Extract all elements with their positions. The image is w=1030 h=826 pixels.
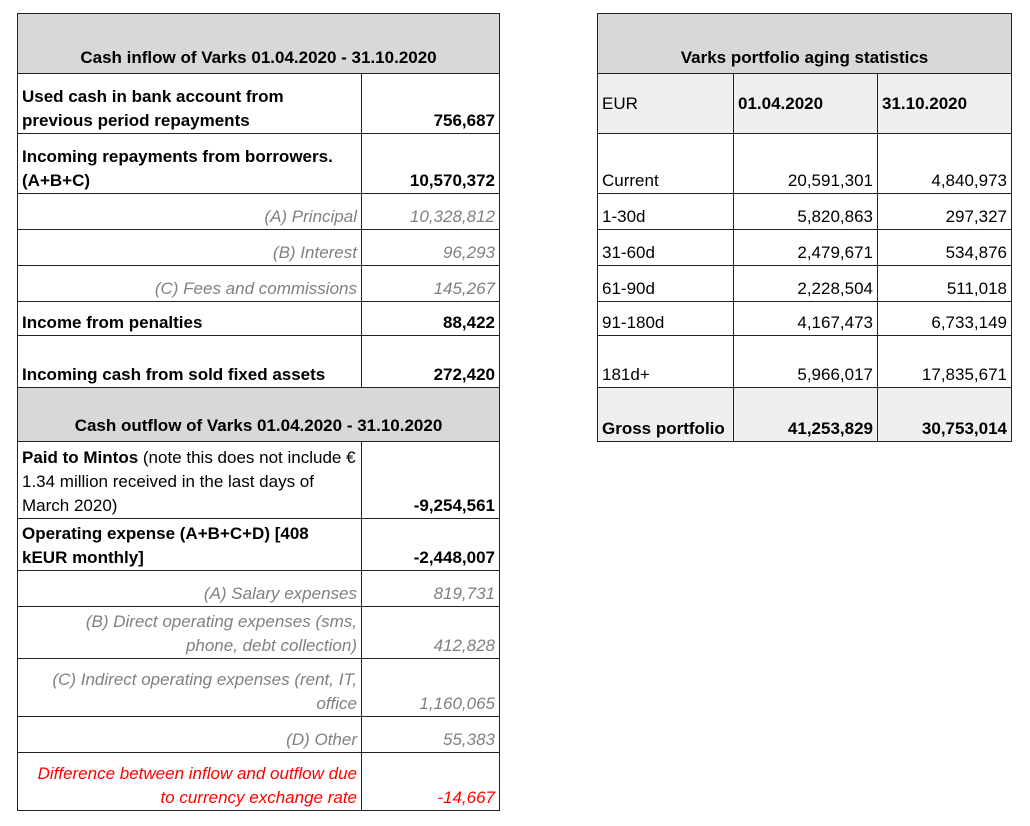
- row-label: (A) Principal: [18, 194, 362, 230]
- row-value: 272,420: [362, 336, 500, 388]
- paid-to-mintos-label: Paid to Mintos: [22, 448, 139, 467]
- table-row: [18, 336, 500, 388]
- table-row: [18, 302, 500, 336]
- difference-label: Difference between inflow and outflow due to currency exchange rate: [18, 753, 362, 811]
- bucket-label: 61-90d: [598, 266, 734, 302]
- row-label: Incoming repayments from borrowers. (A+B+C): [18, 134, 362, 194]
- row-value: -2,448,007: [362, 519, 500, 571]
- inflow-title: Cash inflow of Varks 01.04.2020 - 31.10.2020: [18, 14, 500, 74]
- value-date2: 511,018: [878, 266, 1012, 302]
- value-date1: 5,966,017: [734, 336, 878, 388]
- cash-flow-table: [17, 13, 500, 811]
- table-row: [18, 659, 500, 717]
- table-row: [18, 519, 500, 571]
- col-date2: 31.10.2020: [878, 74, 1012, 134]
- aging-table: [597, 13, 1012, 442]
- table-row: [18, 74, 500, 134]
- table-row: [18, 266, 500, 302]
- table-row: [598, 134, 1012, 194]
- value-date1: 2,479,671: [734, 230, 878, 266]
- outflow-title: Cash outflow of Varks 01.04.2020 - 31.10.2020: [18, 388, 500, 442]
- table-row: [18, 134, 500, 194]
- bucket-label: 181d+: [598, 336, 734, 388]
- value-date2: 17,835,671: [878, 336, 1012, 388]
- row-value: 756,687: [362, 74, 500, 134]
- total-date2: 30,753,014: [878, 388, 1012, 442]
- row-value: 10,570,372: [362, 134, 500, 194]
- table-row: [598, 302, 1012, 336]
- row-value: 412,828: [362, 607, 500, 659]
- total-row: [598, 388, 1012, 442]
- difference-value: -14,667: [362, 753, 500, 811]
- row-value: 10,328,812: [362, 194, 500, 230]
- table-row: [18, 607, 500, 659]
- col-currency: EUR: [598, 74, 734, 134]
- value-date1: 5,820,863: [734, 194, 878, 230]
- row-label: (A) Salary expenses: [18, 571, 362, 607]
- row-value: 55,383: [362, 717, 500, 753]
- table-row: [18, 194, 500, 230]
- row-label: Used cash in bank account from previous period repayments: [18, 74, 362, 134]
- value-date1: 20,591,301: [734, 134, 878, 194]
- row-value: 819,731: [362, 571, 500, 607]
- row-value: 96,293: [362, 230, 500, 266]
- value-date2: 4,840,973: [878, 134, 1012, 194]
- row-label: (B) Interest: [18, 230, 362, 266]
- row-label: (D) Other: [18, 717, 362, 753]
- bucket-label: 1-30d: [598, 194, 734, 230]
- table-row: [18, 753, 500, 811]
- table-row: [598, 230, 1012, 266]
- total-label: Gross portfolio: [598, 388, 734, 442]
- row-label: (C) Indirect operating expenses (rent, IT, office: [18, 659, 362, 717]
- aging-header-row: [598, 74, 1012, 134]
- total-date1: 41,253,829: [734, 388, 878, 442]
- table-row: [598, 336, 1012, 388]
- table-row: [18, 571, 500, 607]
- value-date1: 2,228,504: [734, 266, 878, 302]
- table-row: [18, 717, 500, 753]
- row-value: -9,254,561: [362, 442, 500, 519]
- value-date2: 297,327: [878, 194, 1012, 230]
- table-row: [18, 442, 500, 519]
- row-value: 88,422: [362, 302, 500, 336]
- row-value: 1,160,065: [362, 659, 500, 717]
- bucket-label: 31-60d: [598, 230, 734, 266]
- paid-to-mintos-note: (note this does not include € 1.34 million received in the last days of March 2020): [22, 448, 356, 515]
- table-row: [18, 230, 500, 266]
- value-date1: 4,167,473: [734, 302, 878, 336]
- row-value: 145,267: [362, 266, 500, 302]
- table-row: [598, 266, 1012, 302]
- row-label: (C) Fees and commissions: [18, 266, 362, 302]
- col-date1: 01.04.2020: [734, 74, 878, 134]
- value-date2: 534,876: [878, 230, 1012, 266]
- table-row: [598, 194, 1012, 230]
- value-date2: 6,733,149: [878, 302, 1012, 336]
- row-label: Incoming cash from sold fixed assets: [18, 336, 362, 388]
- row-label: Operating expense (A+B+C+D) [408 kEUR monthly]: [18, 519, 362, 571]
- bucket-label: 91-180d: [598, 302, 734, 336]
- row-label: Income from penalties: [18, 302, 362, 336]
- bucket-label: Current: [598, 134, 734, 194]
- row-label: [18, 442, 362, 519]
- aging-title: Varks portfolio aging statistics: [598, 14, 1012, 74]
- row-label: (B) Direct operating expenses (sms, phone, debt collection): [18, 607, 362, 659]
